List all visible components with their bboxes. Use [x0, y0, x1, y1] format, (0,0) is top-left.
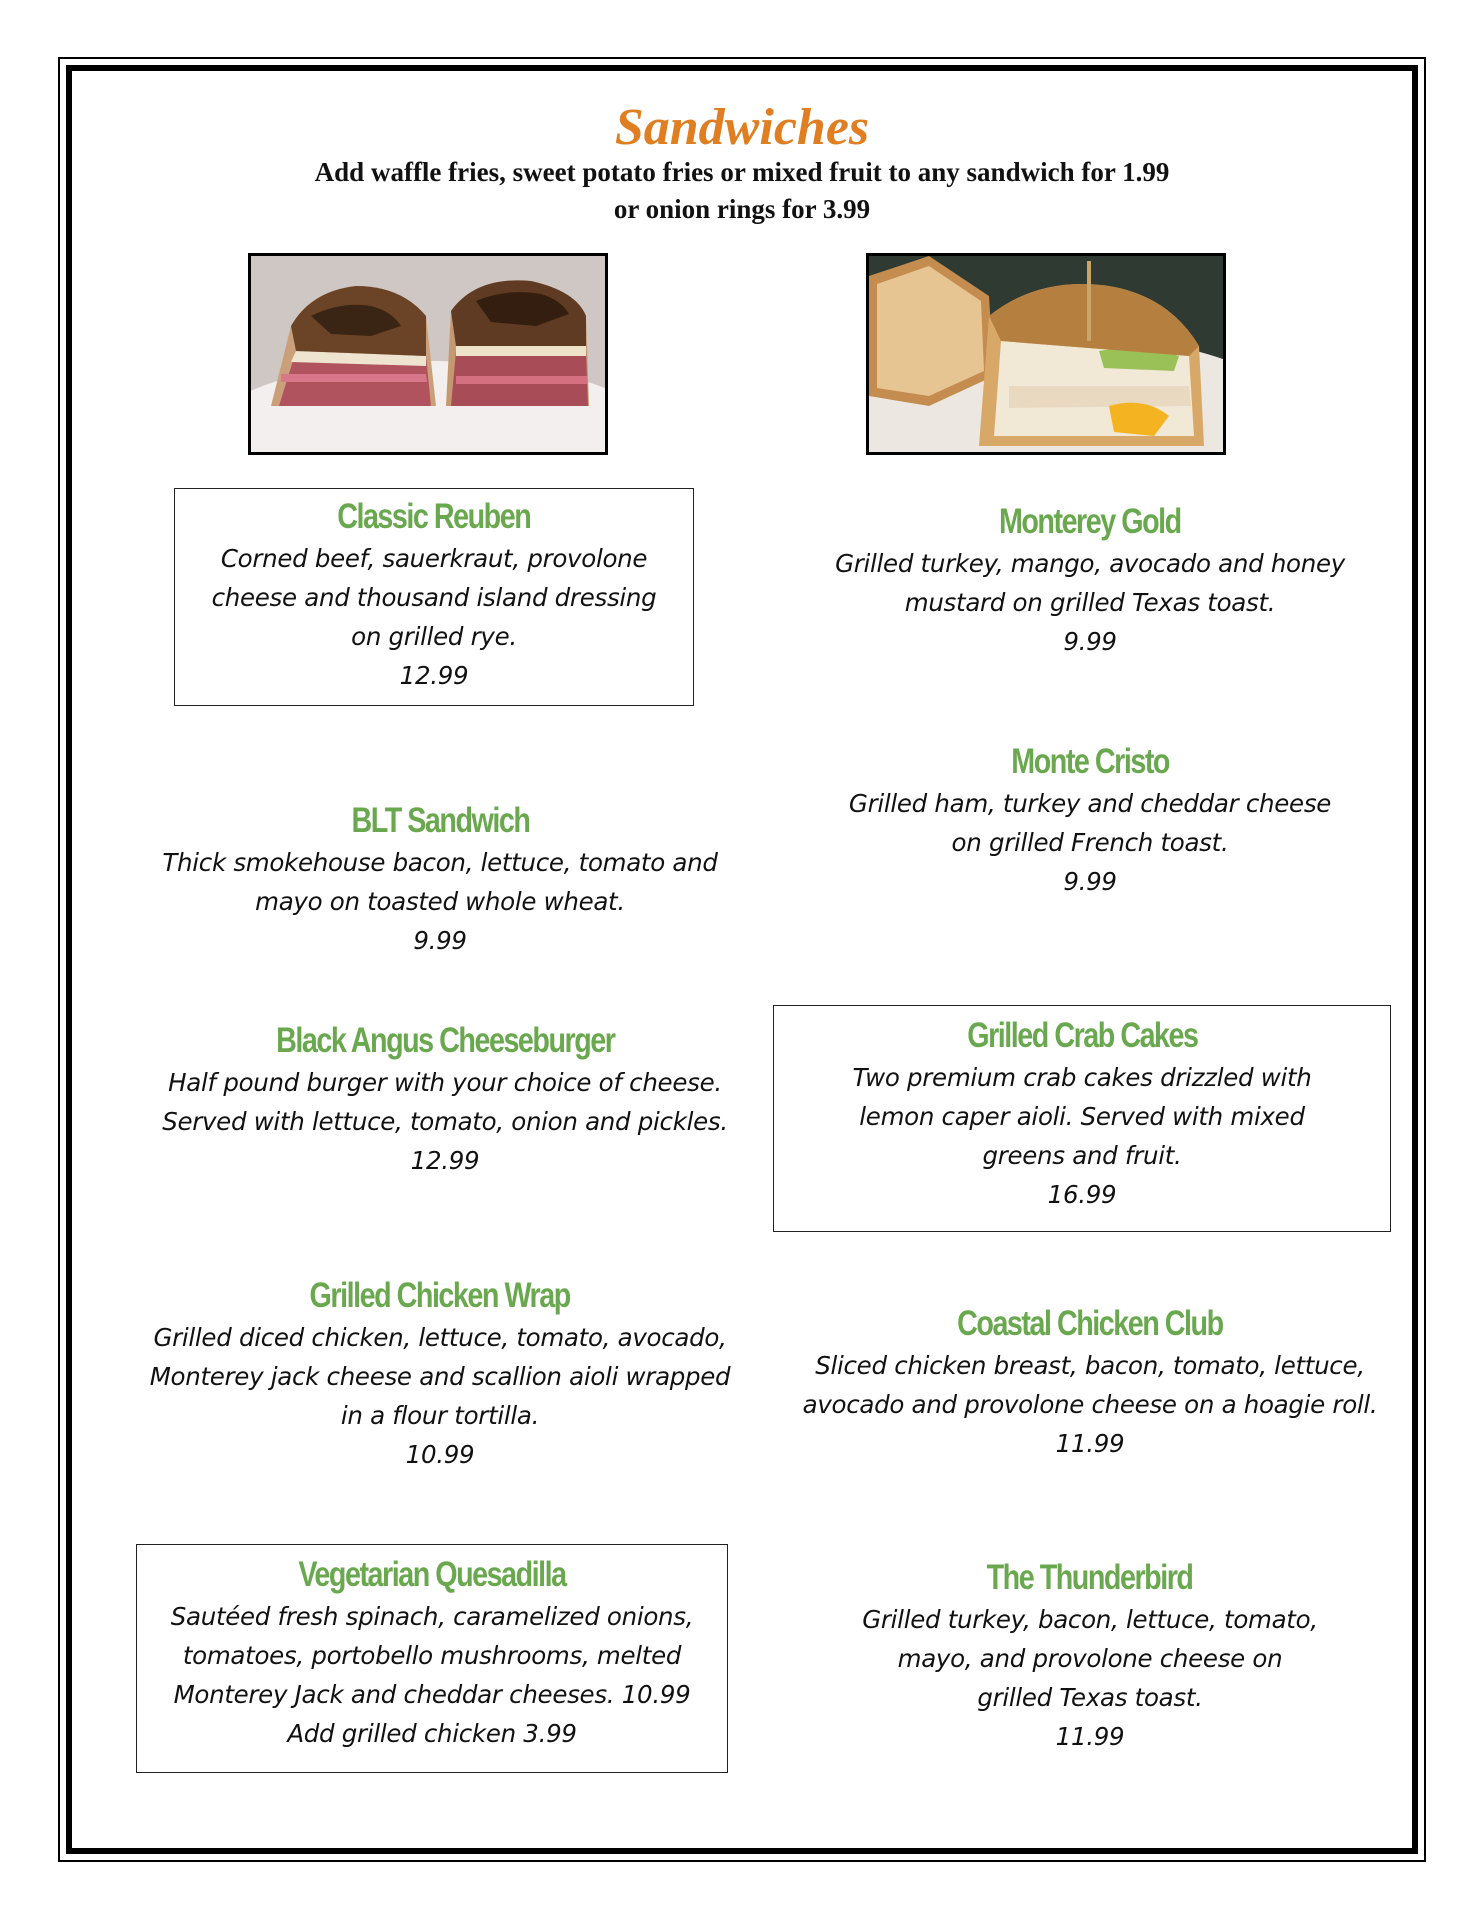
- sides-note-line-1: Add waffle fries, sweet potato fries or mixed fruit to any sandwich for 1.99: [314, 157, 1170, 187]
- item-description: Grilled ham, turkey and cheddar cheese on grilled French toast.: [848, 789, 1332, 857]
- menu-item-monte-cristo: [780, 740, 1400, 901]
- menu-item-classic-reuben: [174, 488, 694, 706]
- sides-note-line-2: or onion rings for 3.99: [613, 194, 871, 224]
- menu-item-grilled-crab-cakes: [773, 1005, 1391, 1232]
- item-description: Grilled diced chicken, lettuce, tomato, avocado, Monterey jack cheese and scallion aioli wrapped in a flour tortilla.: [149, 1323, 731, 1430]
- item-description: Sliced chicken breast, bacon, tomato, lettuce, avocado and provolone cheese on a hoagie roll.: [802, 1351, 1378, 1419]
- item-price: 11.99: [1055, 1429, 1125, 1458]
- item-description: Two premium crab cakes drizzled with lemon caper aioli. Served with mixed greens and fruit.: [852, 1063, 1312, 1170]
- sides-note: [0, 154, 1484, 228]
- item-price: 9.99: [413, 926, 467, 955]
- menu-item-coastal-chicken-club: [770, 1302, 1410, 1463]
- item-price: 9.99: [1063, 627, 1117, 656]
- item-name: Black Angus Cheeseburger: [275, 1021, 615, 1060]
- reuben-photo: [248, 253, 608, 455]
- menu-item-vegetarian-quesadilla: [136, 1544, 728, 1773]
- item-name: Monterey Gold: [999, 502, 1181, 541]
- item-name: Grilled Chicken Wrap: [309, 1276, 571, 1315]
- menu-item-black-angus-cheeseburger: [130, 1019, 760, 1180]
- item-description: Thick smokehouse bacon, lettuce, tomato and mayo on toasted whole wheat.: [162, 848, 718, 916]
- item-name: Coastal Chicken Club: [957, 1304, 1223, 1343]
- item-price: 11.99: [1055, 1722, 1125, 1751]
- menu-item-monterey-gold: [780, 500, 1400, 661]
- page-title: Sandwiches: [614, 99, 870, 156]
- item-name: Monte Cristo: [1011, 742, 1169, 781]
- item-name: Classic Reuben: [337, 497, 531, 536]
- item-name: The Thunderbird: [987, 1558, 1193, 1597]
- menu-item-grilled-chicken-wrap: [120, 1274, 760, 1474]
- item-name: Vegetarian Quesadilla: [298, 1555, 566, 1594]
- item-description: Half pound burger with your choice of cheese. Served with lettuce, tomato, onion and pickles.: [162, 1068, 728, 1136]
- item-price: 10.99: [405, 1440, 475, 1469]
- item-description: Sautéed fresh spinach, caramelized onions, tomatoes, portobello mushrooms, melted Monterey Jack and cheddar cheeses. 10.99 Add grilled chicken 3.99: [170, 1602, 694, 1748]
- item-name: BLT Sandwich: [351, 801, 529, 840]
- item-price: 16.99: [1047, 1180, 1117, 1209]
- item-name: Grilled Crab Cakes: [966, 1016, 1198, 1055]
- monterey-gold-photo: [866, 253, 1226, 455]
- item-description: Corned beef, sauerkraut, provolone cheese and thousand island dressing on grilled rye.: [211, 544, 657, 651]
- menu-item-blt-sandwich: [130, 799, 750, 960]
- menu-item-the-thunderbird: [780, 1556, 1400, 1756]
- item-description: Grilled turkey, bacon, lettuce, tomato, mayo, and provolone cheese on grilled Texas toast.: [862, 1605, 1318, 1712]
- item-description: Grilled turkey, mango, avocado and honey mustard on grilled Texas toast.: [835, 549, 1345, 617]
- item-price: 12.99: [399, 661, 469, 690]
- item-price: 9.99: [1063, 867, 1117, 896]
- item-price: 12.99: [410, 1146, 480, 1175]
